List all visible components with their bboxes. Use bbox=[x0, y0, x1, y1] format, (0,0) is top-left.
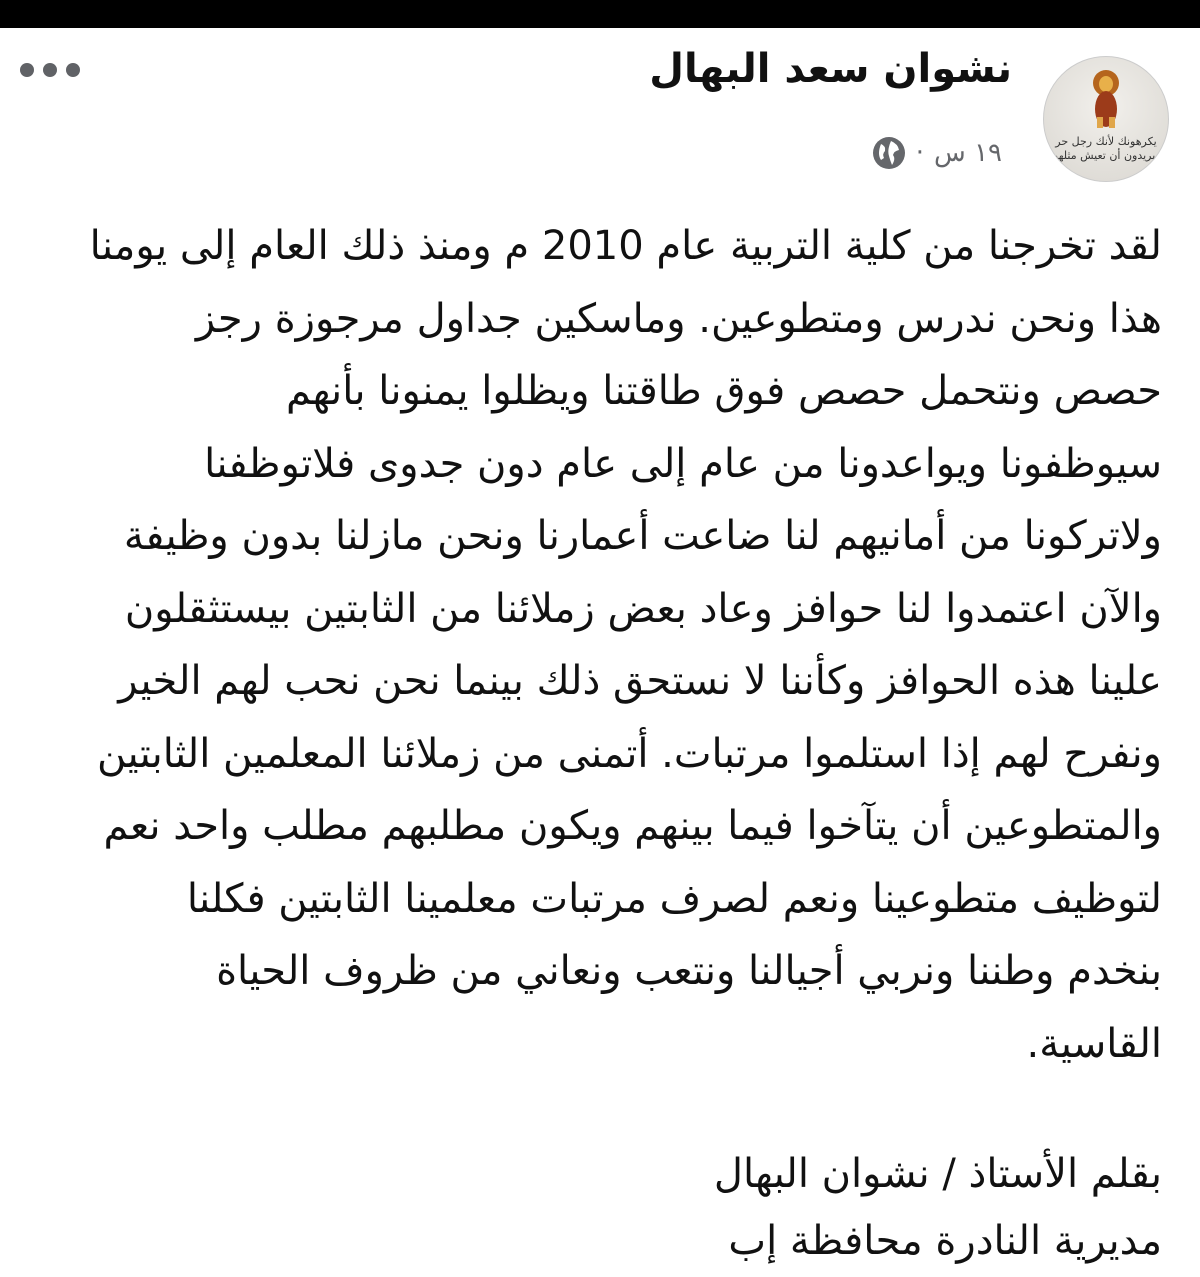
author-avatar[interactable] bbox=[1043, 56, 1169, 182]
avatar-caption bbox=[1044, 135, 1168, 163]
post-line: لقد تخرجنا من كلية التربية عام 2010 م ومنذ ذلك العام إلى يومنا bbox=[89, 223, 1162, 269]
status-bar bbox=[0, 0, 1200, 28]
post-timestamp[interactable]: ١٩ س bbox=[934, 138, 1002, 168]
more-options-icon-dot bbox=[20, 63, 34, 77]
globe-icon[interactable] bbox=[872, 136, 906, 170]
signature-location: مديرية النادرة محافظة إب bbox=[728, 1218, 1162, 1264]
post-line: القاسية. bbox=[1026, 1020, 1162, 1067]
post-line: لتوظيف متطوعينا ونعم لصرف مرتبات معلمينا الثابتين فكلنا bbox=[186, 875, 1162, 922]
lion-icon bbox=[1088, 69, 1124, 129]
more-options-icon-dot bbox=[43, 63, 57, 77]
post-body bbox=[32, 212, 1162, 1276]
more-options-button[interactable] bbox=[20, 63, 80, 77]
post-line: حصص ونتحمل حصص فوق طاقتنا ويظلوا يمنونا بأنهم bbox=[286, 368, 1162, 414]
post-line: ونفرح لهم إذا استلموا مرتبات. أتمنى من زملائنا المعلمين الثابتين bbox=[97, 730, 1162, 777]
author-name[interactable]: نشوان سعد البهال bbox=[649, 46, 1012, 92]
avatar-caption-line: ويريدون أن تعيش مثلهم bbox=[1051, 149, 1161, 162]
post-line: هذا ونحن ندرس ومتطوعين. وماسكين جداول مرجوزة رجز bbox=[195, 295, 1162, 342]
post-line: علينا هذه الحوافز وكأننا لا نستحق ذلك بينما نحن نحب لهم الخير bbox=[118, 658, 1162, 704]
signature-author: بقلم الأستاذ / نشوان البهال bbox=[713, 1151, 1162, 1197]
post-line: بنخدم وطننا ونربي أجيالنا ونتعب ونعاني من ظروف الحياة bbox=[216, 948, 1162, 994]
meta-separator: · bbox=[915, 138, 925, 168]
post-meta bbox=[872, 136, 1002, 170]
post-line: ولاتركونا من أمانيهم لنا ضاعت أعمارنا ونحن مازلنا بدون وظيفة bbox=[123, 513, 1162, 559]
post-line: سيوظفونا ويواعدونا من عام إلى عام دون جدوى فلاتوظفنا bbox=[204, 440, 1162, 487]
post-line: والآن اعتمدوا لنا حوافز وعاد بعض زملائنا من الثابتين بيستثقلون bbox=[124, 585, 1162, 632]
post-line: والمتطوعين أن يتآخوا فيما بينهم ويكون مطلبهم مطلب واحد نعم bbox=[103, 803, 1162, 849]
more-options-icon-dot bbox=[66, 63, 80, 77]
spacer bbox=[32, 1082, 1162, 1142]
avatar-caption-line: يكرهونك لأنك رجل حر bbox=[1055, 135, 1157, 148]
